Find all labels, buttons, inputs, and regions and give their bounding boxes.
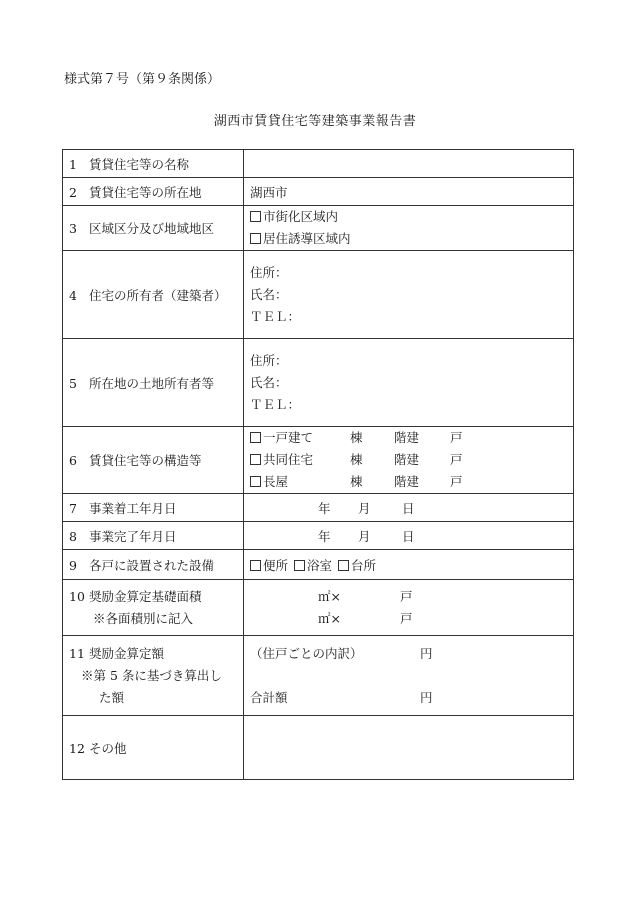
document-title: 湖西市賃貸住宅等建築事業報告書: [213, 114, 417, 129]
row-zoning: [63, 206, 574, 251]
field-subsidy-amount[interactable]: （住戸ごとの内訳） 円 合計額 円: [244, 636, 574, 716]
row-landowner: [63, 339, 574, 427]
checkbox-toilet[interactable]: 便所: [250, 558, 288, 573]
field-facilities: [244, 550, 574, 580]
label-completion-date: 8 事業完了年月日: [63, 522, 244, 550]
label-subsidy-area: 10 奨励金算定基礎面積 ※各面積別に記入: [63, 580, 244, 636]
field-location[interactable]: 湖西市: [244, 178, 574, 206]
structure-rowhouse[interactable]: 長屋 棟 階建 戸: [250, 471, 567, 493]
label-landowner: 5 所在地の土地所有者等: [63, 339, 244, 427]
row-property-name: [63, 150, 574, 178]
checkbox-icon: [250, 233, 261, 244]
checkbox-icon: [250, 476, 261, 487]
label-start-date: 7 事業着工年月日: [63, 494, 244, 522]
row-subsidy-amount: [63, 636, 574, 716]
label-structure: 6 賃貸住宅等の構造等: [63, 427, 244, 494]
label-owner: 4 住宅の所有者（建築者）: [63, 251, 244, 339]
checkbox-icon: [250, 560, 261, 571]
label-zoning: 3 区域区分及び地域地区: [63, 206, 244, 251]
checkbox-bathroom[interactable]: 浴室: [294, 558, 332, 573]
label-property-name: 1 賃貸住宅等の名称: [63, 150, 244, 178]
field-structure: [244, 427, 574, 494]
report-table: [62, 149, 574, 780]
structure-apartment[interactable]: 共同住宅 棟 階建 戸: [250, 449, 567, 471]
field-subsidy-area[interactable]: ㎡× 戸 ㎡× 戸: [244, 580, 574, 636]
checkbox-kitchen[interactable]: 台所: [338, 558, 376, 573]
row-subsidy-area: [63, 580, 574, 636]
label-facilities: 9 各戸に設置された設備: [63, 550, 244, 580]
label-other: 12 その他: [63, 716, 244, 780]
checkbox-icon: [250, 454, 261, 465]
field-start-date[interactable]: 年 月 日: [244, 494, 574, 522]
label-subsidy-amount: 11 奨励金算定額 ※第 5 条に基づき算出し た額: [63, 636, 244, 716]
checkbox-icon: [294, 560, 305, 571]
row-other: [63, 716, 574, 780]
row-owner: [63, 251, 574, 339]
field-landowner[interactable]: 住所： 氏名： ＴＥＬ：: [244, 339, 574, 427]
structure-detached[interactable]: 一戸建て 棟 階建 戸: [250, 427, 567, 449]
checkbox-icon: [250, 211, 261, 222]
field-zoning: [244, 206, 574, 251]
row-facilities: [63, 550, 574, 580]
checkbox-icon: [338, 560, 349, 571]
checkbox-urbanization-area[interactable]: 市街化区域内: [250, 206, 567, 228]
label-location: 2 賃貸住宅等の所在地: [63, 178, 244, 206]
checkbox-icon: [250, 432, 261, 443]
field-property-name[interactable]: [244, 150, 574, 178]
checkbox-residential-inducement-area[interactable]: 居住誘導区域内: [250, 228, 567, 250]
row-completion-date: [63, 522, 574, 550]
field-other[interactable]: [244, 716, 574, 780]
row-location: [63, 178, 574, 206]
row-start-date: [63, 494, 574, 522]
row-structure: [63, 427, 574, 494]
field-completion-date[interactable]: 年 月 日: [244, 522, 574, 550]
form-number: 様式第７号（第９条関係）: [64, 72, 221, 87]
field-owner[interactable]: 住所： 氏名： ＴＥＬ：: [244, 251, 574, 339]
